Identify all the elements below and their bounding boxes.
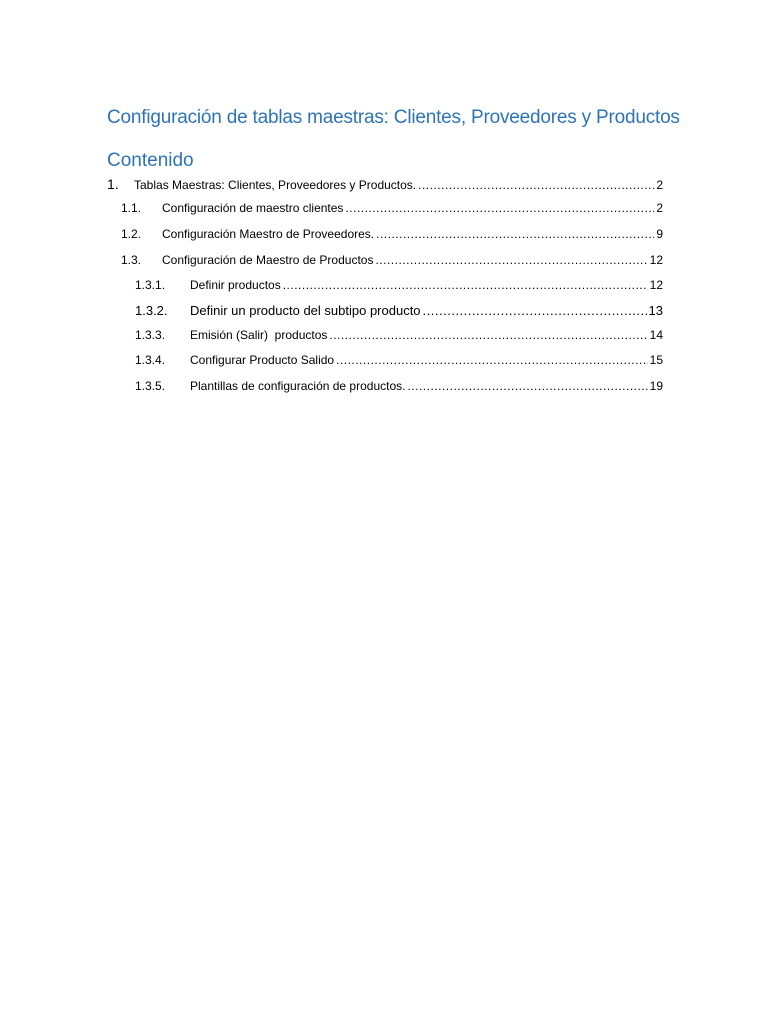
toc-dot-leader [345, 201, 654, 215]
toc-entry-text: Definir un producto del subtipo producto [190, 303, 421, 318]
toc-entry-1-3-5[interactable] [135, 379, 663, 399]
toc-dot-leader [407, 379, 647, 393]
toc-entry-number: 1.3.4. [135, 353, 166, 367]
toc-dot-leader [329, 328, 647, 342]
toc-dot-leader [376, 227, 654, 241]
toc-entry-page: 13 [648, 303, 663, 318]
toc-entry-number: 1.3.5. [135, 379, 166, 393]
toc-dot-leader [283, 278, 648, 292]
toc-entry-number: 1.1. [121, 201, 142, 215]
toc-entry-text: Configuración Maestro de Proveedores. [162, 227, 375, 241]
toc-entry-1-3-2[interactable] [135, 303, 663, 323]
toc-entry-number: 1.2. [121, 227, 142, 241]
toc-entry-page: 12 [649, 253, 663, 267]
toc-entry-1-2[interactable] [121, 227, 663, 247]
toc-entry-text: Emisión (Salir) productos [190, 328, 328, 342]
toc-entry-page: 12 [649, 278, 663, 292]
toc-entry-1-3-4[interactable] [135, 353, 663, 373]
toc-entry-page: 14 [649, 328, 663, 342]
toc-dot-leader [418, 178, 654, 192]
toc-entry-page: 19 [649, 379, 663, 393]
toc-entry-text: Tablas Maestras: Clientes, Proveedores y Productos. [134, 178, 417, 192]
toc-entry-text: Definir productos [190, 278, 281, 292]
toc-heading: Contenido [107, 150, 194, 171]
toc-dot-leader [423, 303, 647, 318]
toc-entry-text: Configuración de Maestro de Productos [162, 253, 374, 267]
toc-entry-1-3-3[interactable] [135, 328, 663, 348]
toc-entry-text: Plantillas de configuración de productos. [190, 379, 406, 393]
toc-entry-number: 1.3. [121, 253, 142, 267]
toc-entry-number: 1.3.1. [135, 278, 166, 292]
toc-dot-leader [375, 253, 647, 267]
toc-entry-number: 1. [107, 176, 119, 192]
toc-entry-number: 1.3.2. [135, 303, 168, 318]
toc-entry-number: 1.3.3. [135, 328, 166, 342]
toc-entry-page: 2 [656, 201, 663, 215]
toc-dot-leader [336, 353, 648, 367]
toc-entry-text: Configuración de maestro clientes [162, 201, 344, 215]
toc-entry-page: 2 [656, 178, 663, 192]
toc-entry-page: 9 [656, 227, 663, 241]
toc-entry-1-3[interactable] [121, 253, 663, 273]
toc-entry-page: 15 [649, 353, 663, 367]
toc-entry-1[interactable] [107, 176, 663, 196]
toc-entry-1-3-1[interactable] [135, 278, 663, 298]
toc-entry-1-1[interactable] [121, 201, 663, 221]
document-title: Configuración de tablas maestras: Clientes, Proveedores y Productos [107, 107, 680, 128]
toc-entry-text: Configurar Producto Salido [190, 353, 335, 367]
